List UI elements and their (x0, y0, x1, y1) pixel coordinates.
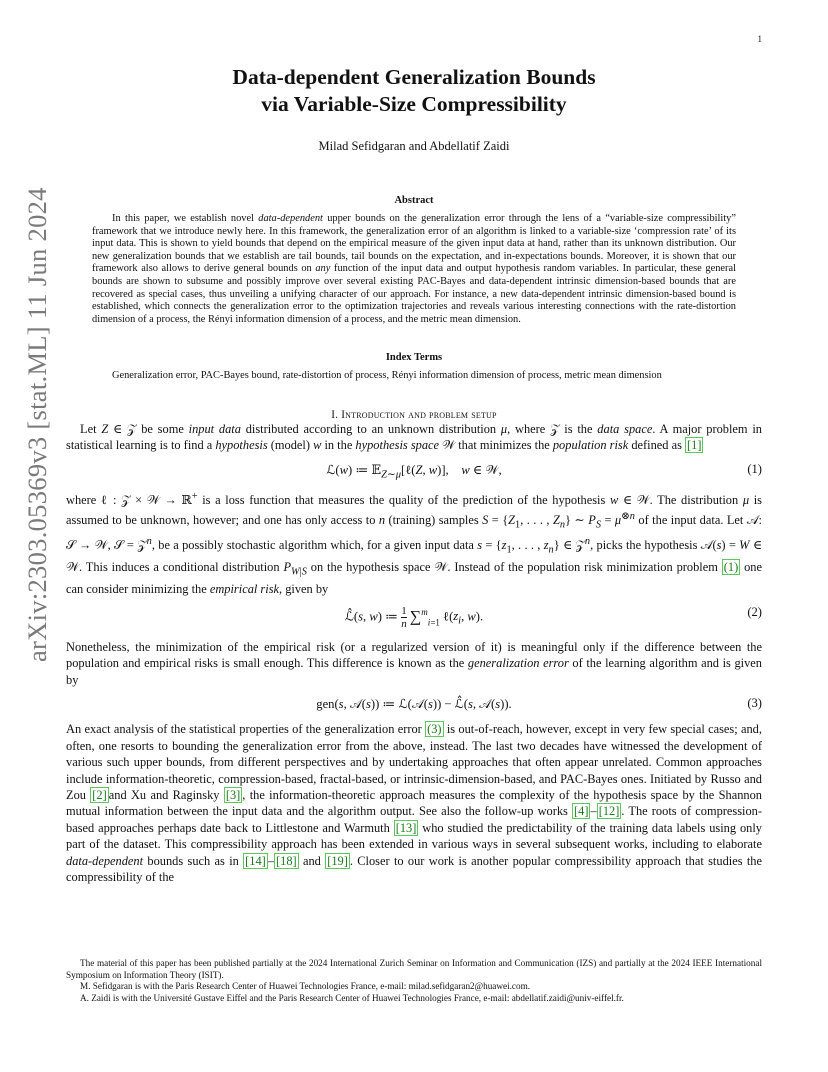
paragraph-4: An exact analysis of the statistical properties of the generalization error (3) is out-of-reach, however, except in very few special cases; and, often, one resorts to bounding the generalization error from the above, instead. The last two decades have witnessed the development of various such upper bounds, from different perspectives and by undertaking approaches that often appear unrelated. Common approaches include information-theoretic, compression-based, fractal-based, or intrinsic-dimension-based, and PAC-Bayes ones. Initiated by Russo and Zou [2] and Xu and Raginsky [3] , the information-theoretic approach measures the complexity of the hypothesis space by the Shannon mutual information between the input data and the algorithm output. See also the follow-up works [4] – [12] . The roots of compression-based approaches perhaps date back to Littlestone and Warmuth [13] who studied the predictability of the training data labels using only part of the dataset. This compressibility approach has been extended in various ways in several subsequent works, including to elaborate data-dependent bounds such as in [14] – [18] and [19] . Closer to our work is another popular compressibility approach that studies the compressibility of the (66, 722, 763, 884)
citation-link[interactable]: [18] (276, 853, 297, 868)
arxiv-stamp: arXiv:2303.05369v3 [stat.ML] 11 Jun 2024 (22, 187, 52, 662)
abstract-part: In this paper, we establish novel (112, 213, 259, 224)
section-heading (66, 409, 762, 421)
authors: Milad Sefidgaran and Abdellatif Zaidi (318, 139, 510, 153)
paragraph-3: Nonetheless, the minimization of the empirical risk (or a regularized version of it) is meaningful only if the difference between the population and empirical risks is small enough. This difference is known as the generalization error of the learning algorithm and is given by (66, 640, 762, 687)
equation-3: gen(s, 𝒜(s)) ≔ ℒ(𝒜(s)) − ℒ̂(s, 𝒜(s)). (3) (316, 696, 762, 712)
abstract-part: upper bounds on the generalization error through the lens of a “variable-size compressibility” framework that we introduce newly here. In this framework, the generalization error of an algorithm is linked to a variable-size ‘compression rate’ of its input data. This is shown to yield bounds that depend on the empirical measure of the given input data at hand, rather than its unknown distribution. Our new generalization bounds that we establish are tail bounds, tail bounds on the expectation, and in-expectations bounds. Moreover, it is shown that our framework also allows to derive general bounds on (92, 213, 736, 275)
equation-link[interactable]: (3) (427, 722, 442, 737)
citation-link[interactable]: [19] (327, 853, 348, 868)
equation-link[interactable]: (1) (723, 559, 739, 574)
footnote-1: The material of this paper has been published partially at the 2024 International Zurich Seminar on Information and Communication (IZS) and partially at the 2024 IEEE International Symposium on Information Theory (ISIT). (66, 958, 762, 980)
section-title: Introduction and problem setup (341, 408, 497, 421)
abstract-heading: Abstract (394, 195, 434, 206)
equation-number: (3) (747, 696, 762, 711)
page-number: 1 (757, 34, 762, 44)
abstract-text (92, 213, 736, 326)
citation-link[interactable]: [12] (598, 804, 620, 819)
equation-2: ℒ̂(s, w) ≔ $\frac{1}{n}$ ∑$^m_{i=1}$ $\ell(z_i$, w). (2) (344, 605, 762, 631)
citation-link[interactable]: [13] (395, 820, 417, 835)
section-number: I. (331, 408, 342, 421)
footnote-3: A. Zaidi is with the Université Gustave Eiffel and the Paris Research Center of Huawei Technologies France, e-mail: abdellatif.zaidi@univ-eiffel.fr. (80, 992, 624, 1003)
abstract-part: function of the input data and output hypothesis random variables. In particular, these general bounds are shown to subsume and possibly improve over several existing PAC-Bayes and data-dependent intrinsic dimension-based bounds that are recovered as special cases, thus unveiling a unifying character of our approach. For instance, a new data-dependent intrinsic dimension-based bound is established, which connects the generalization error to the optimization trajectories and reveals various interesting connections with the rate-distortion dimension of a process, the Rényi information dimension of a process, and the metric mean dimension. (92, 263, 736, 325)
index-terms-text: Generalization error, PAC-Bayes bound, rate-distortion of process, Rényi information dimension of process, metric mean dimension (112, 370, 662, 382)
equation-number: (1) (747, 461, 762, 476)
title-line-2: via Variable-Size Compressibility (261, 92, 567, 116)
index-terms-heading: Index Terms (385, 352, 443, 364)
footnotes (66, 958, 762, 1004)
paragraph-1: Let Z ∈ 𝒵 be some input data distributed according to an unknown distribution μ, where 𝒵 is the data space. A major problem in statistical learning is to find a hypothesis (model) w in the hypothesis space 𝒲 that minimizes the population risk defined as [1] (66, 421, 762, 453)
title-line-1: Data-dependent Generalization Bounds (232, 65, 596, 89)
equation-number: (2) (747, 605, 762, 620)
abstract-emphasis: any (315, 263, 331, 275)
paper-title (66, 64, 762, 118)
citation-link[interactable]: [3] (225, 787, 241, 802)
paragraph-2: where ℓ : 𝒵 × 𝒲 → ℝ+ is a loss function that measures the quality of the prediction of the hypothesis w ∈ 𝒲. The distribution μ is assumed to be unknown, however; and one has only access to n (training) samples $S = \{Z_1$, . . . , $Z_n$} ∼ $P_S = \mu^{\otimes n}$ of the input data. Let 𝒜: 𝒮 → 𝒲, 𝒮 = 𝒵$^n$, be a possibly stochastic algorithm which, for a given input data $s = \{z_1$, . . . , $z_n$} ∈ 𝒵$^n$, picks the hypothesis 𝒜(s) = W ∈ 𝒲. This induces a conditional distribution $P_{W|S}$ on the hypothesis space 𝒲. Instead of the population risk minimization problem (1) one can consider minimizing the empirical risk, given by (66, 491, 762, 596)
citation-link[interactable]: [1] (687, 438, 702, 453)
citation-link[interactable]: [4] (574, 804, 589, 819)
citation-link[interactable]: [2] (92, 787, 107, 802)
citation-link[interactable]: [14] (245, 853, 266, 868)
paper-content (66, 64, 762, 885)
equation-1: ℒ(w) ≔ 𝔼$_{Z\sim\mu}$[ℓ(Z, w)], w ∈ 𝒲, (1) (326, 461, 762, 481)
abstract-emphasis: data-dependent (258, 213, 323, 224)
footnote-2: M. Sefidgaran is with the Paris Research Center of Huawei Technologies France, e-mail: milad.sefidgaran2@huawei.com. (80, 981, 531, 991)
